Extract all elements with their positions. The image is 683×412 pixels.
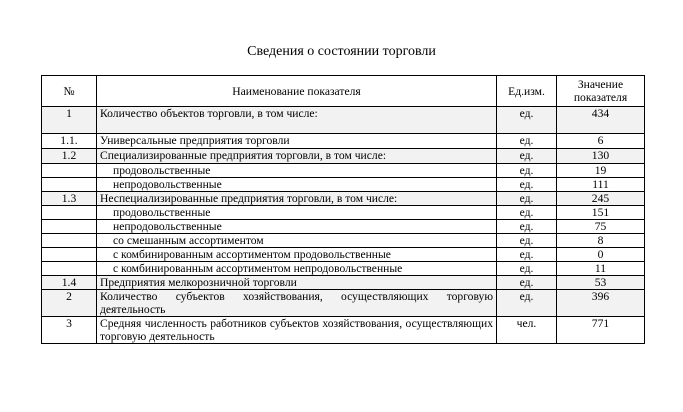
row-num: 1 [42,107,97,134]
header-name: Наименование показателя [97,76,497,107]
table-row [42,248,645,262]
row-unit: чел. [497,317,557,344]
row-value: 6 [557,134,645,149]
table-row [42,234,645,248]
trade-info-table [41,75,645,344]
table-row [42,262,645,276]
row-num: 1.2 [42,149,97,164]
row-unit: ед. [497,220,557,234]
row-num: 2 [42,290,97,317]
row-num [42,220,97,234]
row-value: 434 [557,107,645,134]
table-row [42,149,645,164]
row-value: 771 [557,317,645,344]
row-name: Количество субъектов хозяйствования, осуществляющих торговую деятельность [97,290,497,317]
row-value: 111 [557,178,645,192]
row-value: 245 [557,192,645,206]
row-value: 8 [557,234,645,248]
row-unit: ед. [497,178,557,192]
table-row [42,107,645,134]
table-row [42,290,645,317]
row-name: Средняя численность работников субъектов хозяйствования, осуществляющих торговую деятельность [97,317,497,344]
table-row [42,192,645,206]
table-row [42,206,645,220]
row-unit: ед. [497,234,557,248]
row-value: 0 [557,248,645,262]
header-num: № [42,76,97,107]
row-unit: ед. [497,206,557,220]
row-num: 1.1. [42,134,97,149]
table-row [42,164,645,178]
row-num [42,262,97,276]
row-unit: ед. [497,290,557,317]
row-unit: ед. [497,262,557,276]
table-row [42,178,645,192]
row-name: Предприятия мелкорозничной торговли [97,276,497,290]
row-value: 53 [557,276,645,290]
row-name: продовольственные [97,206,497,220]
row-unit: ед. [497,149,557,164]
row-num: 3 [42,317,97,344]
table-row [42,134,645,149]
row-value: 396 [557,290,645,317]
row-unit: ед. [497,248,557,262]
document-title: Сведения о состоянии торговли [247,44,436,59]
row-name: с комбинированным ассортиментом непродовольственные [97,262,497,276]
row-num: 1.4 [42,276,97,290]
row-value: 19 [557,164,645,178]
row-unit: ед. [497,192,557,206]
row-num [42,206,97,220]
row-name: со смешанным ассортиментом [97,234,497,248]
row-unit: ед. [497,107,557,134]
table-row [42,276,645,290]
table-row [42,220,645,234]
row-name: Специализированные предприятия торговли, в том числе: [97,149,497,164]
row-value: 75 [557,220,645,234]
row-name: продовольственные [97,164,497,178]
header-unit: Ед.изм. [497,76,557,107]
row-unit: ед. [497,134,557,149]
row-name: Универсальные предприятия торговли [97,134,497,149]
row-unit: ед. [497,164,557,178]
header-value: Значение показателя [557,76,645,107]
table-row [42,317,645,344]
row-unit: ед. [497,276,557,290]
row-num [42,234,97,248]
row-name: Количество объектов торговли, в том числе: [97,107,497,134]
row-value: 130 [557,149,645,164]
row-num [42,178,97,192]
row-num [42,164,97,178]
table-header-row [42,76,645,107]
row-name: непродовольственные [97,178,497,192]
row-name: Неспециализированные предприятия торговли, в том числе: [97,192,497,206]
row-name: с комбинированным ассортиментом продовольственные [97,248,497,262]
row-name: непродовольственные [97,220,497,234]
row-num [42,248,97,262]
row-value: 11 [557,262,645,276]
row-num: 1.3 [42,192,97,206]
row-value: 151 [557,206,645,220]
